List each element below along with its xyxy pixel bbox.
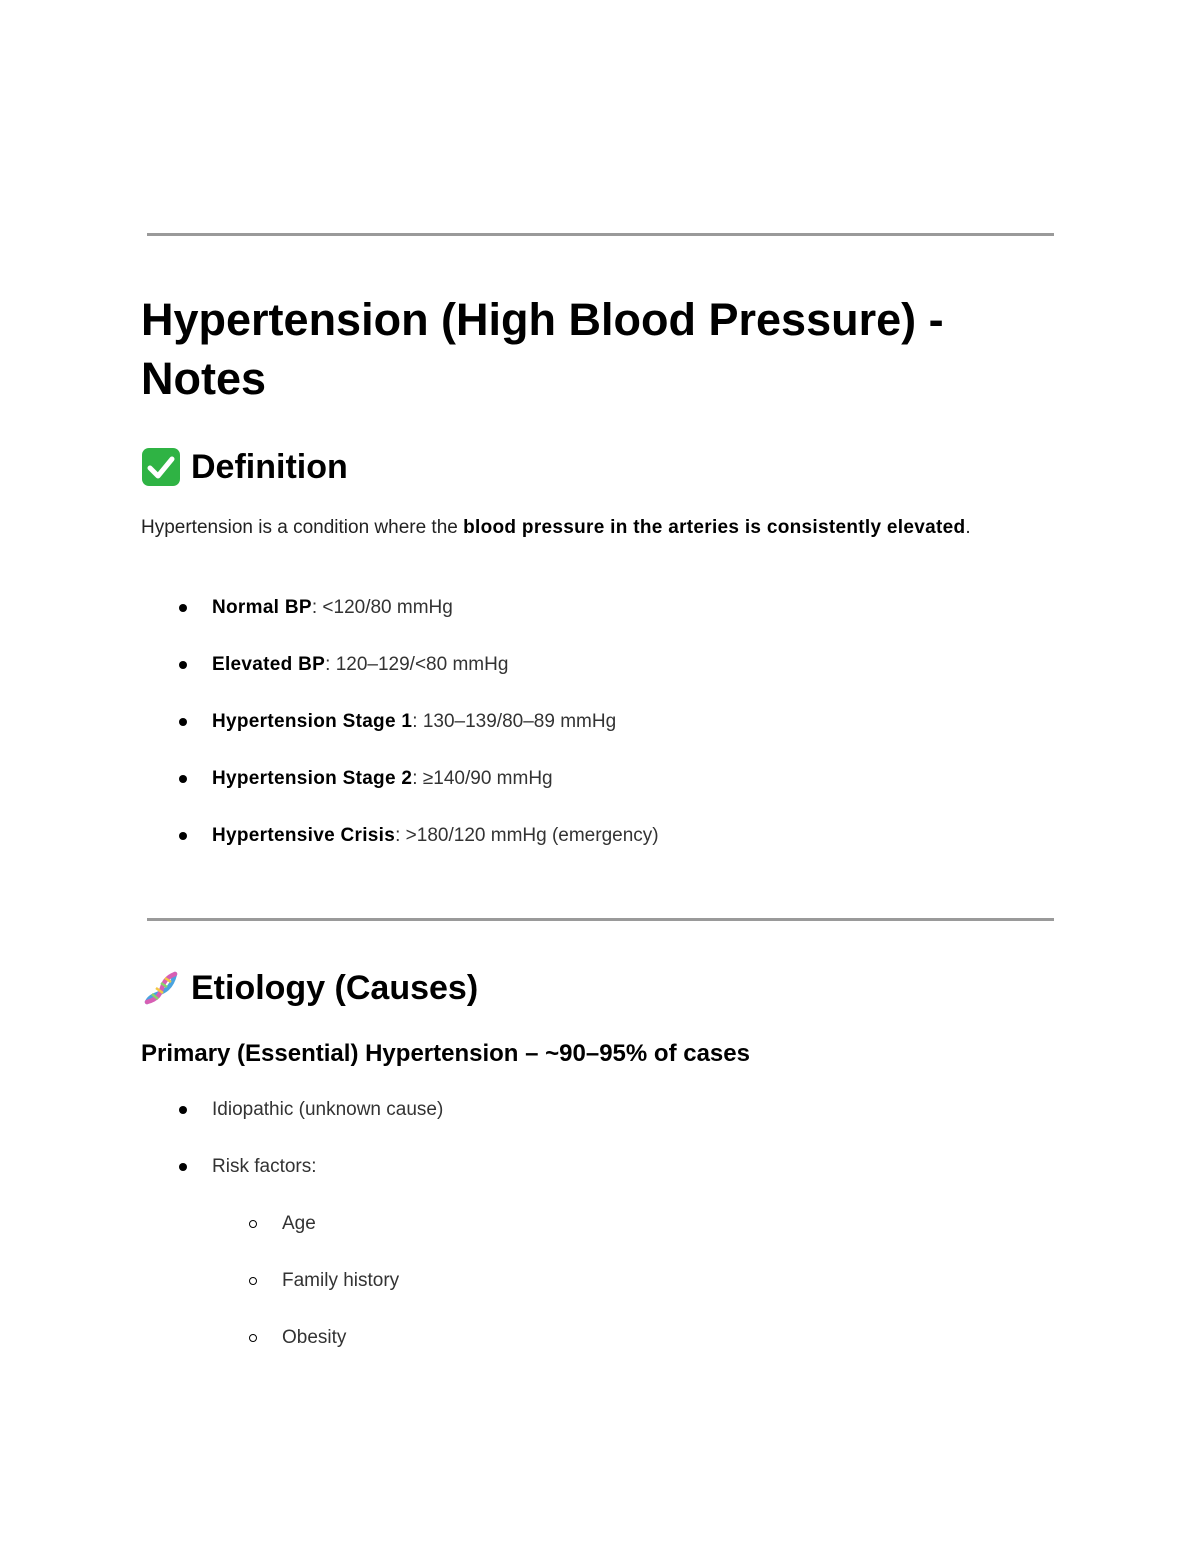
sub-list-item: Family history — [282, 1270, 400, 1291]
definition-heading — [141, 446, 348, 488]
bullet-icon — [179, 1163, 187, 1171]
bullet-icon — [179, 718, 187, 726]
definition-heading-text: Definition — [191, 448, 348, 486]
sub-list-item: Age — [282, 1213, 316, 1234]
definition-intro-suffix: . — [965, 517, 971, 538]
bullet-icon — [179, 661, 187, 669]
list-item-value: : <120/80 mmHg — [311, 597, 453, 618]
list-item-value: : ≥140/90 mmHg — [412, 768, 553, 789]
list-item — [212, 765, 553, 793]
bullet-icon — [179, 604, 187, 612]
sub-list-item: Obesity — [282, 1327, 347, 1348]
check-mark-button-icon — [141, 447, 181, 487]
list-item — [212, 708, 616, 736]
hollow-bullet-icon — [249, 1334, 257, 1342]
list-item — [212, 822, 659, 850]
definition-intro-bold: blood pressure in the arteries is consistently elevated — [463, 517, 966, 538]
hollow-bullet-icon — [249, 1277, 257, 1285]
etiology-heading — [141, 967, 478, 1009]
hollow-bullet-icon — [249, 1220, 257, 1228]
definition-paragraph — [141, 514, 1001, 542]
bullet-icon — [179, 1106, 187, 1114]
list-item — [212, 651, 508, 679]
list-item-label: Hypertension Stage 1 — [212, 711, 413, 732]
list-item-label: Elevated BP — [212, 654, 326, 675]
page-title: Hypertension (High Blood Pressure) - Notes — [141, 294, 944, 404]
list-item-label: Hypertension Stage 2 — [212, 768, 413, 789]
list-item-label: Normal BP — [212, 597, 312, 618]
list-item-value: : >180/120 mmHg (emergency) — [395, 825, 659, 846]
primary-hypertension-subheading: Primary (Essential) Hypertension – ~90–95% of cases — [141, 1040, 750, 1067]
list-item-label: Hypertensive Crisis — [212, 825, 396, 846]
list-item-value: : 120–129/<80 mmHg — [325, 654, 509, 675]
list-item: Idiopathic (unknown cause) — [212, 1099, 444, 1120]
etiology-heading-text: Etiology (Causes) — [191, 969, 479, 1007]
list-item — [212, 594, 453, 622]
dna-icon — [141, 968, 181, 1008]
list-item: Risk factors: — [212, 1156, 317, 1177]
list-item-value: : 130–139/80–89 mmHg — [412, 711, 617, 732]
top-divider — [147, 233, 1054, 236]
section-divider — [147, 918, 1054, 921]
definition-intro-prefix: Hypertension is a condition where the — [141, 517, 464, 538]
bullet-icon — [179, 775, 187, 783]
bullet-icon — [179, 832, 187, 840]
